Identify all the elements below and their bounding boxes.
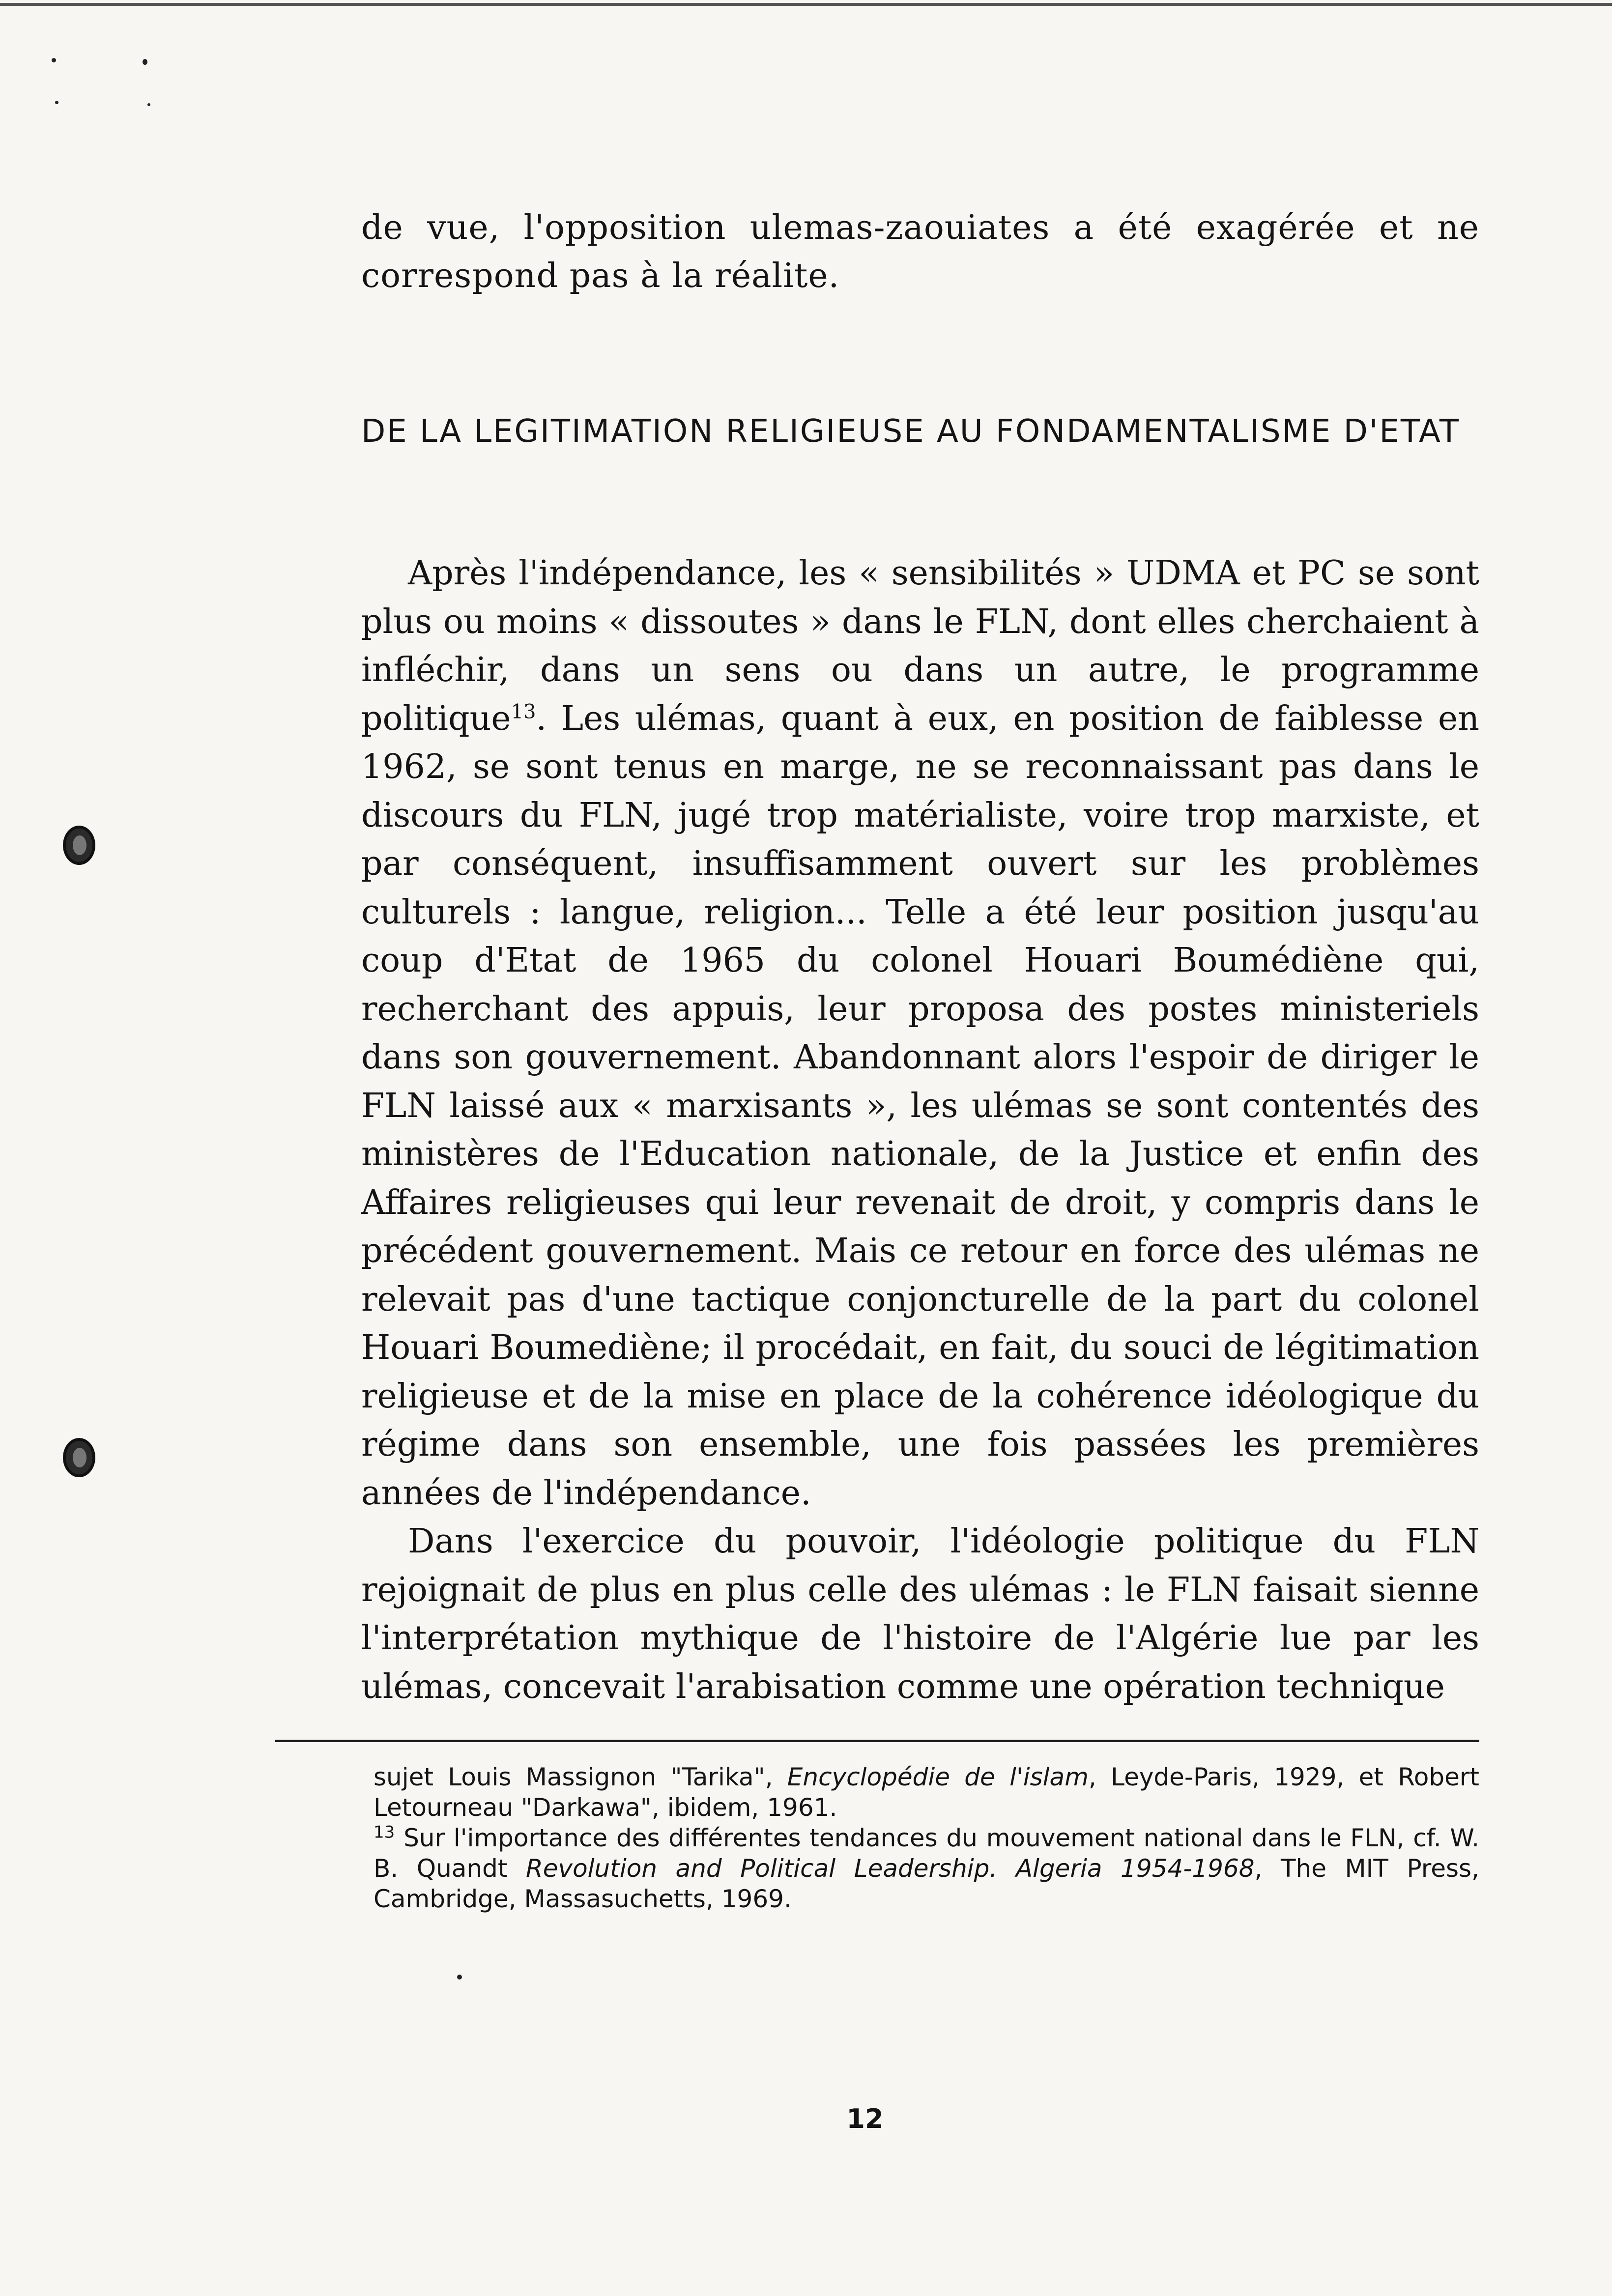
section-title: DE LA LEGITIMATION RELIGIEUSE AU FONDAMENTALISME D'ETAT [361,413,1460,450]
paragraph-1-text: Après l'indépendance, les « sensibilités » UDMA et PC se sont plus ou moins « dissoutes » dans le FLN, dont elles cherchaient à infléchir, dans un sens ou dans un autre, le programme politique [361,554,1479,738]
body-text [361,549,1479,1711]
footnote-title: Encyclopédie de l'islam [787,1763,1089,1791]
footnote-text: , The MIT Press, Cambridge, Massasuchetts, 1969. [374,1854,1479,1913]
binder-hole-bottom [63,1438,95,1477]
footnote-text: Sur l'importance des différentes tendances du mouvement national dans le FLN, cf. W. B. Quandt [374,1824,1479,1883]
scan-speck [52,58,56,62]
footnote-divider [275,1740,1479,1742]
footnote-text: sujet Louis Massignon "Tarika", [374,1763,787,1791]
continued-paragraph: de vue, l'opposition ulemas-zaouiates a été exagérée et ne correspond pas à la réalite. [361,208,1479,295]
footnote-text: , Leyde-Paris, 1929, et Robert Letourneau "Darkawa", ibidem, 1961. [374,1763,1480,1822]
binder-hole-top [63,826,95,865]
scan-speck [457,1975,462,1980]
scan-speck [143,59,147,65]
footnotes [374,1762,1479,1914]
footnote-12-continued [374,1762,1479,1823]
footnote-13 [374,1823,1479,1914]
footnote-number: 13 [374,1822,395,1842]
continued-text [361,204,1479,300]
paragraph-1 [361,549,1479,1518]
scan-speck [55,101,58,104]
scan-top-edge [0,3,1612,6]
footnote-reference: 13 [511,700,536,723]
footnote-title: Revolution and Political Leadership. Algeria 1954-1968 [525,1854,1255,1883]
paragraph-1-text-cont: . Les ulémas, quant à eux, en position de faiblesse en 1962, se sont tenus en marge, ne se reconnaissant pas dans le discours du FLN, jugé trop matérialiste, voire trop marxiste, et par conséquent, insuffisamment ouvert sur les problèmes culturels : langue, religion... Telle a été leur position jusqu'au coup d'Etat de 1965 du colonel Houari Boumédiène qui, recherchant des appuis, leur proposa des postes ministeriels dans son gouvernement. Abandonnant alors l'espoir de diriger le FLN laissé aux « marxisants », les ulémas se sont contentés des ministères de l'Education nationale, de la Justice et enfin des Affaires religieuses qui leur revenait de droit, y compris dans le précédent gouvernement. Mais ce retour en force des ulémas ne relevait pas d'une tactique conjoncturelle de la part du colonel Houari Boumediène; il procédait, en fait, du souci de légitimation religieuse et de la mise en place de la cohérence idéologique du régime dans son ensemble, une fois passées les premières années de l'indépendance. [361,699,1479,1513]
scan-speck [147,103,150,106]
paragraph-2: Dans l'exercice du pouvoir, l'idéologie politique du FLN rejoignait de plus en plus celle des ulémas : le FLN faisait sienne l'interprétation mythique de l'histoire de l'Algérie lue par les ulémas, concevait l'arabisation comme une opération technique [361,1522,1479,1706]
page-number: 12 [846,2103,884,2134]
